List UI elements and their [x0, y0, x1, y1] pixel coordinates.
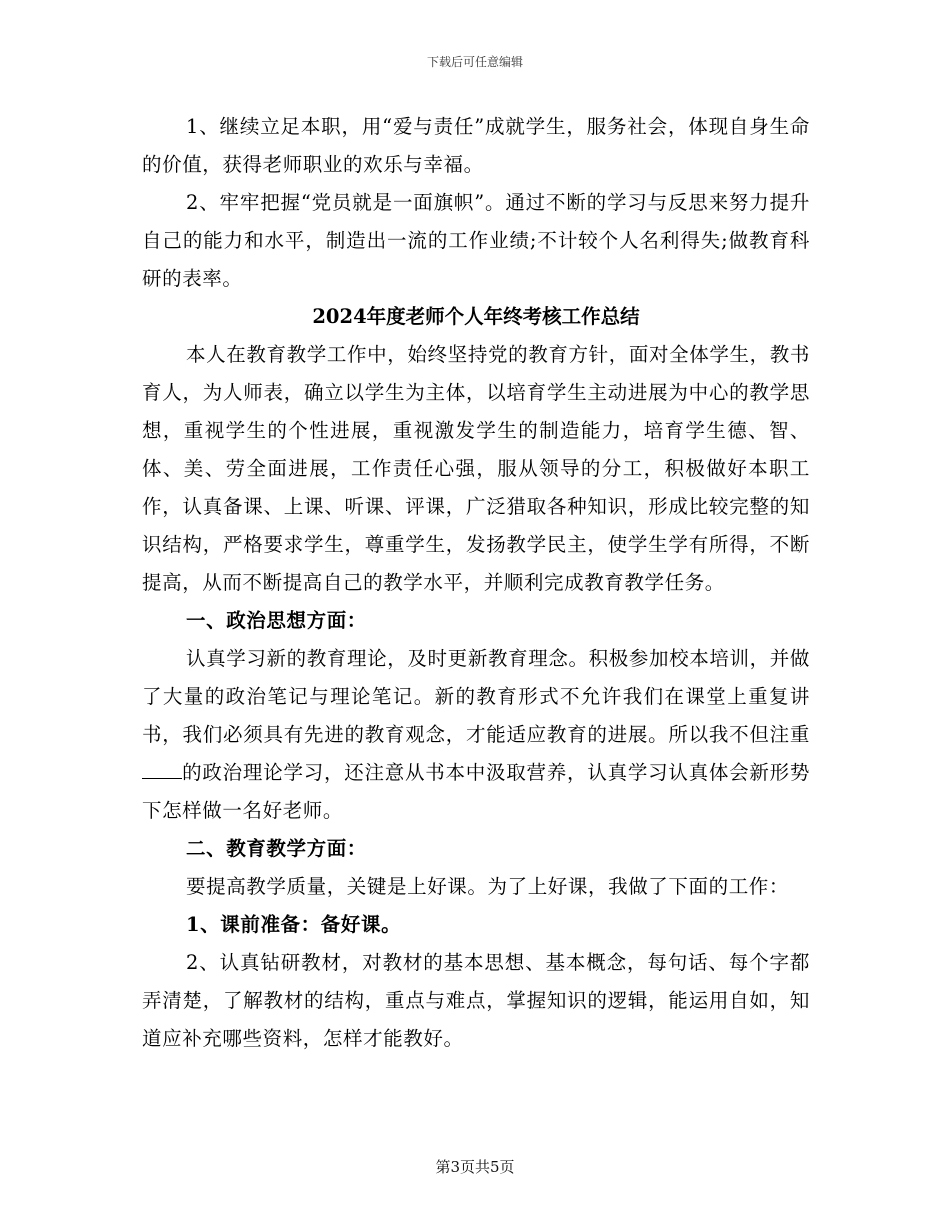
- paragraph-6: 2、认真钻研教材，对教材的基本思想、基本概念，每句话、每个字都弄清楚，了解教材的结构，重点与难点，掌握知识的逻辑，能运用自如，知道应补充哪些资料，怎样才能教好。: [142, 951, 810, 1050]
- paragraph-4: [142, 640, 810, 830]
- heading-political: 一、政治思想方面：: [186, 609, 367, 632]
- section-title: 2024年度老师个人年终考核工作总结: [312, 305, 640, 328]
- paragraph-1: 1、继续立足本职，用“爱与责任”成就学生，服务社会，体现自身生命的价值，获得老师职业的欢乐与幸福。: [142, 115, 810, 176]
- heading-prep: 1、课前准备：备好课。: [186, 913, 402, 936]
- heading-teaching: 二、教育教学方面：: [186, 837, 367, 860]
- page-header: 下载后可任意编辑: [426, 55, 523, 69]
- paragraph-4-part-a: 认真学习新的教育理论，及时更新教育理念。积极参加校本培训，并做了大量的政治笔记与理论笔记。新的教育形式不允许我们在课堂上重复讲书，我们必须具有先进的教育观念，才能适应教育的进展。所以我不但注重: [142, 647, 810, 746]
- document-body: [142, 108, 810, 1058]
- blank-line: [142, 758, 182, 779]
- paragraph-4-part-b: 的政治理论学习，还注意从书本中汲取营养，认真学习认真体会新形势下怎样做一名好老师。: [142, 761, 810, 822]
- paragraph-3: 本人在教育教学工作中，始终坚持党的教育方针，面对全体学生，教书育人，为人师表，确立以学生为主体，以培育学生主动进展为中心的教学思想，重视学生的个性进展，重视激发学生的制造能力，培育学生德、智、体、美、劳全面进展，工作责任心强，服从领导的分工，积极做好本职工作，认真备课、上课、听课、评课，广泛猎取各种知识，形成比较完整的知识结构，严格要求学生，尊重学生，发扬教学民主，使学生学有所得，不断提高，从而不断提高自己的教学水平，并顺利完成教育教学任务。: [142, 343, 810, 594]
- paragraph-5: 要提高教学质量，关键是上好课。为了上好课，我做了下面的工作：: [186, 875, 790, 898]
- page-footer: 第3页共5页: [435, 1158, 515, 1176]
- paragraph-2: 2、牢牢把握“党员就是一面旗帜”。通过不断的学习与反思来努力提升自己的能力和水平，制造出一流的工作业绩;不计较个人名利得失;做教育科研的表率。: [142, 191, 810, 290]
